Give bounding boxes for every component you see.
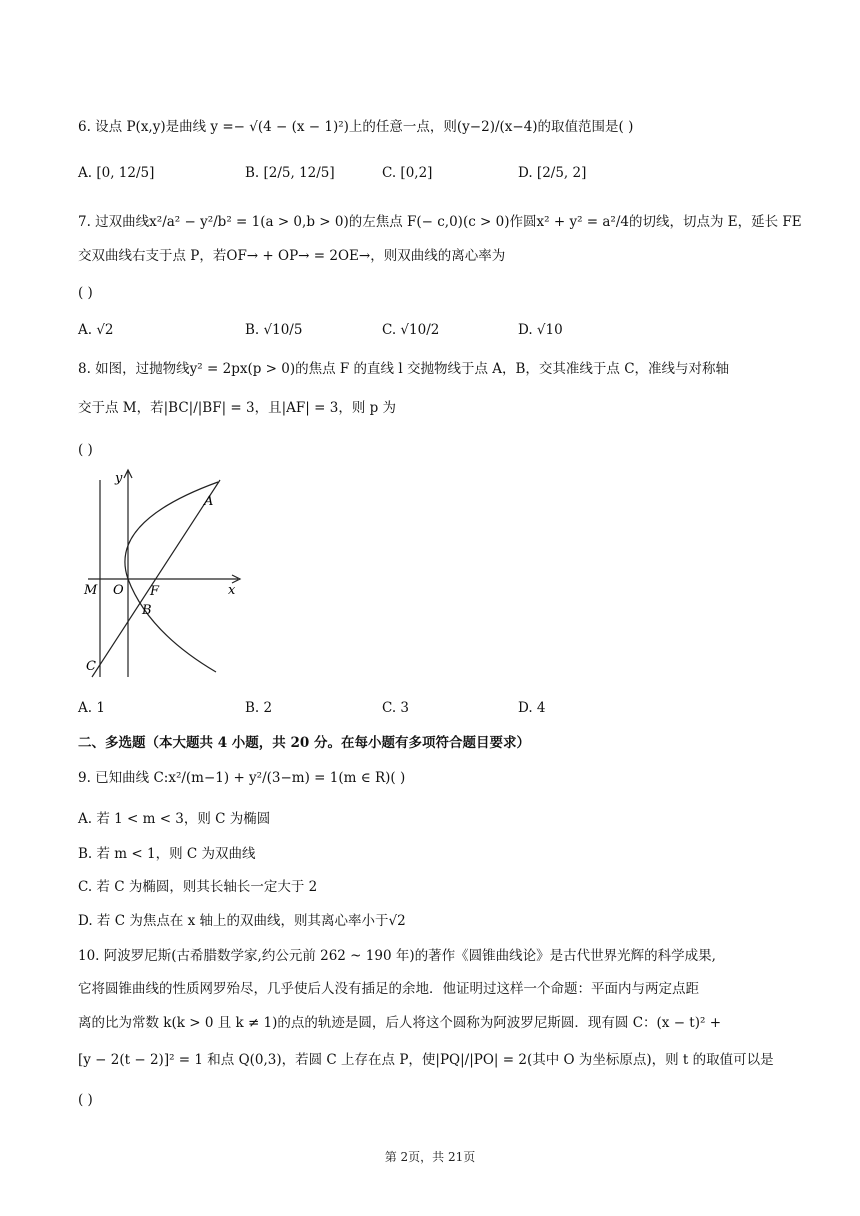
q9-option-d: D. 若 C 为焦点在 x 轴上的双曲线，则其离心率小于√2 <box>78 913 406 929</box>
q8-stem-line1: 8. 如图，过抛物线y² = 2px(p > 0)的焦点 F 的直线 l 交抛物线于点 A，B，交其准线于点 C，准线与对称轴 <box>78 361 730 377</box>
parabola-curve <box>125 482 218 672</box>
q7-option-d: D. √10 <box>518 322 563 338</box>
q10-stem-line2: 它将圆锥曲线的性质网罗殆尽，几乎使后人没有插足的余地．他证明过这样一个命题：平面内与两定点距 <box>78 981 699 997</box>
q8-parabola-figure <box>78 462 258 682</box>
label-c: C <box>86 659 96 674</box>
q6-stem: 6. 设点 P(x,y)是曲线 y =− √(4 − (x − 1)²)上的任意一点，则(y−2)/(x−4)的取值范围是( ) <box>78 119 634 135</box>
label-o: O <box>113 583 124 598</box>
q7-stem-line1: 7. 过双曲线x²/a² − y²/b² = 1(a > 0,b > 0)的左焦点 F(− c,0)(c > 0)作圆x² + y² = a²/4的切线，切点为 E，延长 FE <box>78 214 802 230</box>
q8-option-c: C. 3 <box>382 700 410 716</box>
q6-option-a: A. [0, 12/5] <box>78 165 155 181</box>
q9-option-b: B. 若 m < 1，则 C 为双曲线 <box>78 846 256 862</box>
page-footer: 第 2页，共 21页 <box>384 1150 476 1164</box>
q9-stem: 9. 已知曲线 C:x²/(m−1) + y²/(3−m) = 1(m ∈ R)( ) <box>78 770 406 786</box>
q10-answer-paren: ( ) <box>78 1092 93 1108</box>
q8-stem-line2: 交于点 M，若|BC|/|BF| = 3，且|AF| = 3，则 p 为 <box>78 400 397 416</box>
q9-option-c: C. 若 C 为椭圆，则其长轴长一定大于 2 <box>78 879 318 895</box>
q8-option-b: B. 2 <box>245 700 273 716</box>
q7-stem-line2: 交双曲线右支于点 P，若OF→ + OP→ = 2OE→，则双曲线的离心率为 <box>78 248 506 264</box>
q10-stem-line3: 离的比为常数 k(k > 0 且 k ≠ 1)的点的轨迹是圆，后人将这个圆称为阿波罗尼斯圆．现有圆 C：(x − t)² + <box>78 1015 722 1031</box>
q8-answer-paren: ( ) <box>78 442 93 458</box>
label-x: x <box>228 583 236 598</box>
q7-option-b: B. √10/5 <box>245 322 303 338</box>
q7-option-a: A. √2 <box>78 322 114 338</box>
section-heading: 二、多选题（本大题共 4 小题，共 20 分。在每小题有多项符合题目要求） <box>78 735 530 751</box>
label-b: B <box>142 603 152 618</box>
q8-option-a: A. 1 <box>78 700 105 716</box>
q6-option-d: D. [2/5, 2] <box>518 165 587 181</box>
q6-option-c: C. [0,2] <box>382 165 433 181</box>
label-m: M <box>84 583 98 598</box>
q7-option-c: C. √10/2 <box>382 322 440 338</box>
q9-option-a: A. 若 1 < m < 3，则 C 为椭圆 <box>78 811 271 827</box>
q7-answer-paren: ( ) <box>78 285 93 301</box>
label-f: F <box>150 584 160 599</box>
label-y: y <box>115 471 123 486</box>
q6-option-b: B. [2/5, 12/5] <box>245 165 335 181</box>
q10-stem-line4: [y − 2(t − 2)]² = 1 和点 Q(0,3)，若圆 C 上存在点 P，使|PQ|/|PO| = 2(其中 O 为坐标原点)，则 t 的取值可以是 <box>78 1052 774 1068</box>
q8-option-d: D. 4 <box>518 700 546 716</box>
label-a: A <box>204 494 214 509</box>
q10-stem-line1: 10. 阿波罗尼斯(古希腊数学家,约公元前 262 ~ 190 年)的著作《圆锥曲线论》是古代世界光辉的科学成果, <box>78 948 716 964</box>
